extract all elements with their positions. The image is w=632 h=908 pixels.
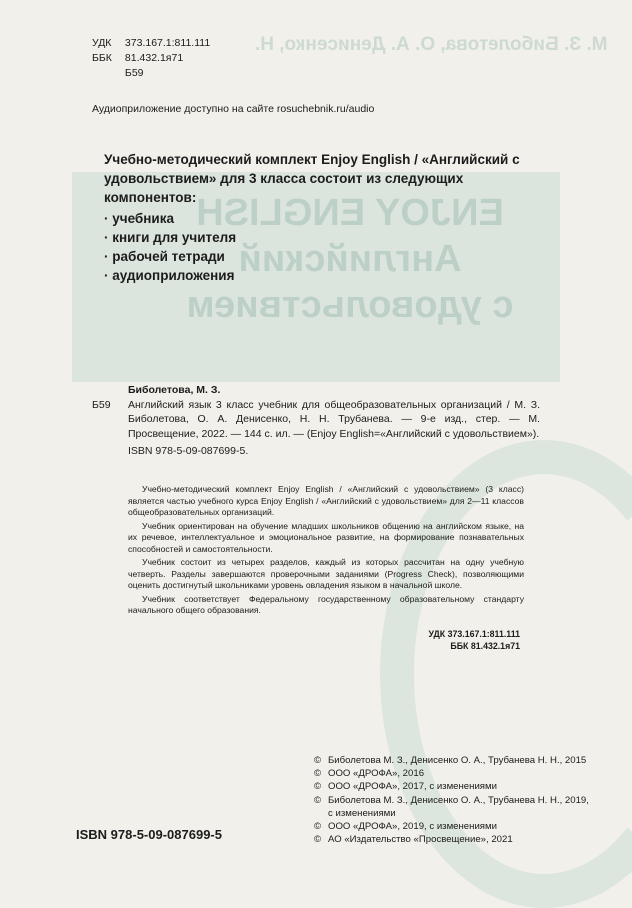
isbn-bottom: ISBN 978-5-09-087699-5 bbox=[76, 827, 222, 842]
biblio-description: Английский язык 3 класс учебник для общеобразовательных организаций / М. З. Биболетова, О. А. Денисенко, Н. Н. Трубанева. — 9-е изд., стер. — М. Просвещение, 2022. — 144 с. ил. — (Enjoy English=«Английский с удовольствием»). bbox=[128, 398, 540, 440]
copyright-block bbox=[314, 754, 614, 846]
bleed-through-title-2: Английский bbox=[238, 238, 462, 280]
annotation-paragraph: Учебник ориентирован на обучение младших школьников общению на английском языке, на их речевое, интеллектуальное и эмоциональное развитие, на формирование познавательных способностей и самостоятельности. bbox=[128, 520, 524, 554]
bibliographic-record bbox=[92, 383, 540, 459]
bbk-value: 81.432.1я71 bbox=[124, 52, 184, 64]
bleed-through-title-3: с удовольствием bbox=[186, 284, 514, 326]
kit-heading: Учебно-методический комплект Enjoy English / «Английский с удовольствием» для 3 класса состоит из следующих компонентов: bbox=[104, 152, 520, 205]
copyright-symbol: © bbox=[314, 821, 322, 833]
bbk-row bbox=[92, 51, 210, 66]
biblio-code: Б59 bbox=[92, 398, 111, 411]
kit-list bbox=[104, 209, 544, 285]
copyright-text: ООО «ДРОФА», 2019, с изменениями bbox=[328, 821, 497, 833]
kit-composition bbox=[104, 150, 544, 285]
annotation-paragraph: Учебник состоит из четырех разделов, каждый из которых рассчитан на одну учебную четверть. Разделы завершаются проверочными заданиями (Progress Check), позволяющими оценить достигнутый школьниками уровень овладения языком в начальной школе. bbox=[128, 557, 524, 590]
kit-item: · книги для учителя bbox=[104, 228, 544, 247]
copyright-text: ООО «ДРОФА», 2016 bbox=[328, 768, 425, 780]
biblio-row bbox=[92, 398, 540, 442]
kit-item: · рабочей тетради bbox=[104, 247, 544, 266]
biblio-author: Биболетова, М. З. bbox=[128, 384, 221, 396]
copyright-symbol: © bbox=[314, 768, 322, 780]
annotation-paragraph: Учебно-методический комплект Enjoy English / «Английский с удовольствием» (3 класс) является частью учебного курса Enjoy English / «Английский с удовольствием» для 2—11 классов общеобразовательных организаций. bbox=[128, 484, 524, 517]
copyright-continuation: с изменениями bbox=[328, 807, 396, 819]
bbk-label: ББК bbox=[92, 52, 112, 64]
biblio-isbn: ISBN 978-5-09-087699-5. bbox=[128, 445, 249, 457]
copyright-symbol: © bbox=[314, 755, 322, 766]
udk-row bbox=[92, 36, 210, 51]
bleed-through-title-1: ENJOY ENGLISH bbox=[196, 192, 504, 234]
annotation-bbk: ББК 81.432.1я71 bbox=[450, 641, 520, 651]
udk-label: УДК bbox=[92, 37, 112, 49]
author-mark: Б59 bbox=[124, 67, 144, 79]
kit-item: · аудиоприложения bbox=[104, 266, 544, 285]
kit-item: · учебника bbox=[104, 209, 544, 228]
copyright-text: Биболетова М. З., Денисенко О. А., Трубанева Н. Н., 2015 bbox=[328, 755, 587, 766]
annotation-paragraph: Учебник соответствует Федеральному государственному образовательному стандарту начального общего образования. bbox=[128, 593, 524, 615]
annotation-codes bbox=[420, 628, 520, 652]
classification-codes bbox=[92, 36, 210, 81]
copyright-line bbox=[314, 833, 614, 846]
copyright-line bbox=[314, 767, 614, 780]
copyright-text: Биболетова М. З., Денисенко О. А., Трубанева Н. Н., 2019, bbox=[328, 794, 589, 806]
copyright-line bbox=[314, 794, 614, 807]
author-mark-row bbox=[92, 66, 210, 81]
copyright-line bbox=[314, 820, 614, 833]
copyright-symbol: © bbox=[314, 834, 322, 846]
copyright-symbol: © bbox=[314, 794, 322, 806]
udk-value: 373.167.1:811.111 bbox=[124, 37, 211, 49]
copyright-symbol: © bbox=[314, 781, 322, 793]
bleed-through-top: М. З. Биболетова, О. А. Денисенко, Н. bbox=[255, 34, 608, 55]
copyright-line bbox=[314, 754, 614, 767]
annotation-udk: УДК 373.167.1:811.111 bbox=[428, 629, 520, 639]
annotation bbox=[128, 484, 524, 619]
copyright-text: АО «Издательство «Просвещение», 2021 bbox=[328, 834, 513, 846]
copyright-text: ООО «ДРОФА», 2017, с изменениями bbox=[328, 781, 497, 793]
copyright-line bbox=[314, 780, 614, 793]
audio-note: Аудиоприложение доступно на сайте rosuchebnik.ru/audio bbox=[92, 103, 375, 115]
